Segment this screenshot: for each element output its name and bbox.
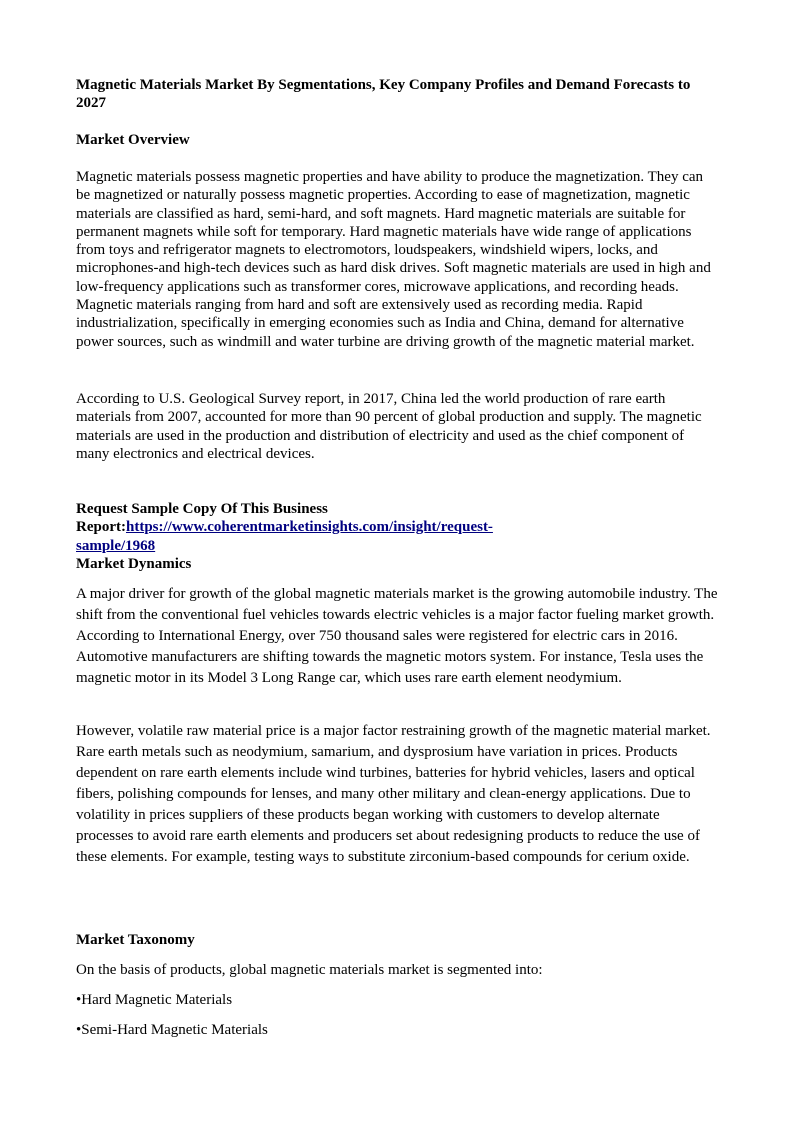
taxonomy-item-semi-hard: •Semi-Hard Magnetic Materials — [76, 1022, 268, 1038]
heading-market-overview: Market Overview — [76, 132, 190, 148]
dynamics-paragraph-2: However, volatile raw material price is a major factor restraining growth of the magnetic material market. Rare earth metals such as neodymium, samarium, and dysprosium have variation in prices. Products dependent on rare earth elements include wind turbines, batteries for hybrid vehicles, lasers and optical fibers, polishing compounds for lenses, and many other military and clean-energy applications. Due to volatility in prices suppliers of these products began working with customers to develop alternate processes to avoid rare earth elements and producers set about redesigning products to reduce the use of these elements. For example, testing ways to substitute zirconium-based compounds for cerium oxide. — [76, 723, 711, 865]
heading-market-taxonomy: Market Taxonomy — [76, 932, 195, 948]
dynamics-paragraph-1: A major driver for growth of the global magnetic materials market is the growing automobile industry. The shift from the conventional fuel vehicles towards electric vehicles is a major factor fueling market growth. According to International Energy, over 750 thousand sales were registered for electric cars in 2016. Automotive manufacturers are shifting towards the magnetic motors system. For instance, Tesla uses the magnetic motor in its Model 3 Long Range car, which uses rare earth element neodymium. — [76, 586, 718, 686]
overview-paragraph-1: Magnetic materials possess magnetic properties and have ability to produce the magnetization. They can be magnetized or naturally possess magnetic properties. According to ease of magnetization, magnetic materials are classified as hard, semi-hard, and soft magnets. Hard magnetic materials are suitable for permanent magnets while soft for temporary. Hard magnetic materials have wide range of applications from toys and refrigerator magnets to electromotors, loudspeakers, windshield wipers, locks, and microphones-and high-tech devices such as hard disk drives. Soft magnetic materials are used in high and low-frequency applications such as transformer cores, microwave applications, and recording heads. Magnetic materials ranging from hard and soft are extensively used as recording media. Rapid industrialization, specifically in emerging economies such as India and China, demand for alternative power sources, such as windmill and water turbine are driving growth of the magnetic material market. — [76, 169, 711, 350]
document-title: Magnetic Materials Market By Segmentations, Key Company Profiles and Demand Forecasts to 2027 — [76, 77, 691, 112]
request-sample-link[interactable]: https://www.coherentmarketinsights.com/insight/request-sample/1968 — [76, 519, 493, 554]
heading-market-dynamics: Market Dynamics — [76, 556, 192, 572]
request-sample-label: Request Sample Copy Of This Business Report: — [76, 501, 328, 536]
request-sample-block — [76, 500, 493, 555]
taxonomy-intro: On the basis of products, global magnetic materials market is segmented into: — [76, 962, 543, 978]
overview-paragraph-2: According to U.S. Geological Survey report, in 2017, China led the world production of rare earth materials from 2007, accounted for more than 90 percent of global production and supply. The magnetic materials are used in the production and distribution of electricity and used as the chief component of many electronics and electrical devices. — [76, 391, 702, 462]
taxonomy-item-hard: •Hard Magnetic Materials — [76, 992, 233, 1008]
